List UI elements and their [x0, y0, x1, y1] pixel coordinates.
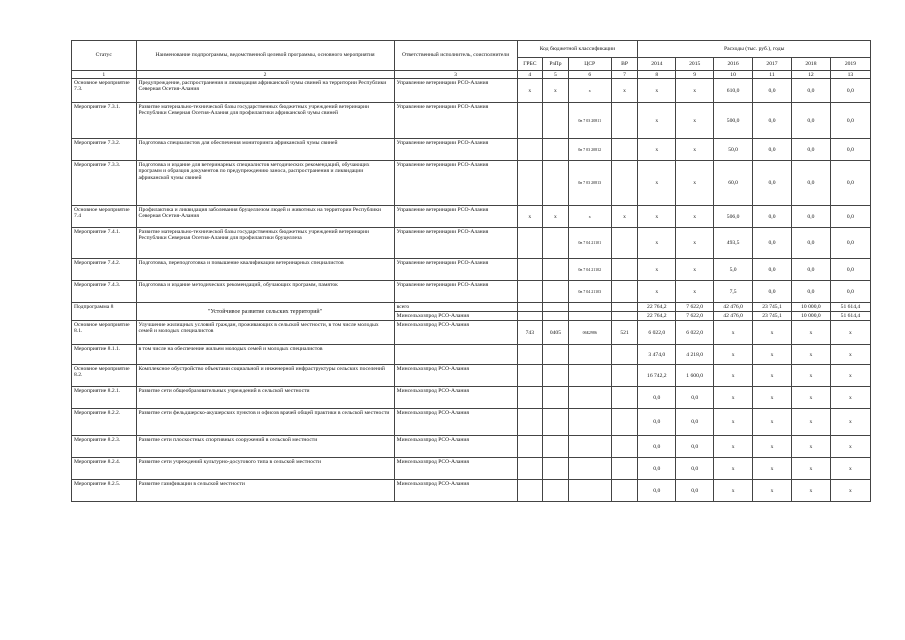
code-grbs: х: [517, 79, 543, 103]
code-vr: [611, 480, 638, 502]
code-csr: 0в 7 04 21103: [568, 281, 611, 303]
header-code-rzpr: РзПр: [543, 58, 569, 71]
col-number: 9: [676, 71, 714, 79]
expense-cell: 0,0: [753, 79, 792, 103]
table-row: [72, 480, 871, 502]
expense-cell: 0,0: [638, 409, 676, 436]
expense-cell: х: [830, 458, 870, 480]
row-status: Мероприятие 7.3.1.: [72, 103, 137, 139]
expense-cell: 23 745,1: [753, 312, 792, 321]
code-csr: [568, 480, 611, 502]
expense-cell: х: [791, 387, 830, 409]
expense-cell: х: [714, 458, 753, 480]
expense-cell: 10 000,0: [791, 303, 830, 312]
expense-cell: х: [753, 387, 792, 409]
expense-cell: 6 022,0: [676, 321, 714, 345]
row-status: Основное мероприятие 8.1.: [72, 321, 137, 345]
expense-cell: х: [791, 365, 830, 387]
expense-cell: 0,0: [638, 458, 676, 480]
expense-cell: 0,0: [791, 161, 830, 206]
expense-cell: 0,0: [791, 79, 830, 103]
expense-cell: х: [638, 103, 676, 139]
table-row: [72, 228, 871, 259]
expense-cell: 60,0: [714, 161, 753, 206]
expense-cell: 610,0: [714, 79, 753, 103]
row-name: Развитие материально-технической базы государственных бюджетных учреждений ветеринарии Республики Северная Осетия-Алания для профилактики африканской чумы свиней: [136, 103, 394, 139]
code-vr: [611, 409, 638, 436]
code-grbs: [517, 161, 543, 206]
code-vr: [611, 436, 638, 458]
code-csr: [568, 387, 611, 409]
subprogram-title: "Устойчивое развитие сельских территорий": [136, 303, 394, 321]
row-name: Развитие сети плоскостных спортивных сооружений в сельской местности: [136, 436, 394, 458]
expense-cell: 506,0: [714, 206, 753, 228]
expense-cell: х: [791, 345, 830, 365]
expense-cell: х: [676, 79, 714, 103]
code-csr: 0в 7 04 21102: [568, 259, 611, 281]
code-grbs: [517, 436, 543, 458]
row-name: в том числе на обеспечение жильем молодых семей и молодых специалистов: [136, 345, 394, 365]
expense-cell: 51 614,4: [830, 303, 870, 312]
code-rzpr: [543, 458, 569, 480]
code-vr: [611, 458, 638, 480]
col-number: 1: [72, 71, 137, 79]
budget-table: [71, 40, 871, 502]
expense-cell: 500,0: [714, 103, 753, 139]
subprogram-exec: Минсельхозпрод РСО-Алания: [394, 312, 517, 321]
expense-cell: х: [753, 365, 792, 387]
table-row: [72, 79, 871, 103]
row-name: Подготовка специалистов для обеспечения мониторинга африканской чумы свиней: [136, 139, 394, 161]
expense-cell: 0,0: [791, 228, 830, 259]
expense-cell: 0,0: [753, 228, 792, 259]
expense-cell: х: [830, 345, 870, 365]
expense-cell: 0,0: [830, 103, 870, 139]
header-year: 2017: [753, 58, 792, 71]
header-code-grbs: ГРБС: [517, 58, 543, 71]
code-csr: 0в 7 03 20812: [568, 139, 611, 161]
row-status: Мероприятие 7.4.1.: [72, 228, 137, 259]
col-number: 3: [394, 71, 517, 79]
header-year: 2016: [714, 58, 753, 71]
expense-cell: х: [791, 321, 830, 345]
row-status: Мероприятие 7.4.3.: [72, 281, 137, 303]
expense-cell: 0,0: [830, 161, 870, 206]
expense-cell: х: [714, 409, 753, 436]
code-grbs: [517, 480, 543, 502]
code-csr: [568, 365, 611, 387]
code-grbs: 743: [517, 321, 543, 345]
expense-cell: х: [638, 259, 676, 281]
row-executor: Минсельхозпрод РСО-Алания: [394, 387, 517, 409]
expense-cell: 0,0: [830, 228, 870, 259]
expense-cell: х: [830, 321, 870, 345]
expense-cell: 16 742,2: [638, 365, 676, 387]
expense-cell: х: [791, 409, 830, 436]
header-year: 2015: [676, 58, 714, 71]
expense-cell: 7 622,0: [676, 312, 714, 321]
expense-cell: 0,0: [830, 281, 870, 303]
expense-cell: х: [714, 365, 753, 387]
col-number: 7: [611, 71, 638, 79]
expense-cell: 0,0: [676, 409, 714, 436]
col-number: 2: [136, 71, 394, 79]
expense-cell: х: [753, 321, 792, 345]
table-row: [72, 387, 871, 409]
row-name: Развитие сети фельдшерско-акушерских пунктов и офисов врачей общей практики в сельской местности: [136, 409, 394, 436]
code-vr: 521: [611, 321, 638, 345]
code-vr: х: [611, 79, 638, 103]
code-rzpr: [543, 387, 569, 409]
section-subprogram: [72, 303, 871, 321]
table-row: [72, 259, 871, 281]
expense-cell: 0,0: [676, 480, 714, 502]
code-rzpr: [543, 228, 569, 259]
section-veterinary: [72, 79, 871, 303]
expense-cell: х: [676, 139, 714, 161]
expense-cell: х: [791, 436, 830, 458]
header-name: Наименование подпрограммы, ведомственной целевой программы, основного мероприятия: [136, 41, 394, 71]
expense-cell: х: [638, 79, 676, 103]
expense-cell: х: [714, 321, 753, 345]
code-rzpr: [543, 436, 569, 458]
col-number: 4: [517, 71, 543, 79]
header-status: Статус: [72, 41, 137, 71]
header-budget-code: Код бюджетной классификации: [517, 41, 638, 58]
expense-cell: 42 476,0: [714, 303, 753, 312]
expense-cell: х: [714, 387, 753, 409]
expense-cell: 0,0: [791, 103, 830, 139]
row-name: Подготовка, переподготовка и повышение квалификации ветеринарных специалистов: [136, 259, 394, 281]
row-status: Мероприятие 8.2.2.: [72, 409, 137, 436]
code-rzpr: [543, 281, 569, 303]
code-rzpr: [543, 365, 569, 387]
expense-cell: х: [714, 436, 753, 458]
row-name: Развитие газификации в сельской местности: [136, 480, 394, 502]
expense-cell: 493,5: [714, 228, 753, 259]
expense-cell: 0,0: [830, 206, 870, 228]
code-rzpr: [543, 409, 569, 436]
code-grbs: [517, 228, 543, 259]
expense-cell: 0,0: [791, 259, 830, 281]
expense-cell: 0,0: [676, 387, 714, 409]
code-csr: 0в 7 03 20811: [568, 103, 611, 139]
expense-cell: 0,0: [830, 259, 870, 281]
expense-cell: 0,0: [638, 387, 676, 409]
code-vr: [611, 387, 638, 409]
section-rural: [72, 321, 871, 502]
code-vr: х: [611, 206, 638, 228]
table-row: [72, 436, 871, 458]
code-csr: 0в 7 03 20813: [568, 161, 611, 206]
header-year: 2018: [791, 58, 830, 71]
col-number: 8: [638, 71, 676, 79]
table-row: [72, 365, 871, 387]
table-row: [72, 281, 871, 303]
expense-cell: 4 218,0: [676, 345, 714, 365]
code-vr: [611, 103, 638, 139]
expense-cell: 6 022,0: [638, 321, 676, 345]
expense-cell: 10 000,0: [791, 312, 830, 321]
code-rzpr: [543, 139, 569, 161]
expense-cell: 23 745,1: [753, 303, 792, 312]
code-rzpr: х: [543, 79, 569, 103]
row-name: Улучшение жилищных условий граждан, проживающих в сельской местности, в том числе молодых семей и молодых специалистов: [136, 321, 394, 345]
code-vr: [611, 139, 638, 161]
expense-cell: 3 474,0: [638, 345, 676, 365]
budget-document: [71, 40, 871, 502]
expense-cell: х: [638, 206, 676, 228]
row-name: Профилактика и ликвидация заболевания бруцеллезом людей и животных на территории Республики Северная Осетия-Алания: [136, 206, 394, 228]
expense-cell: 0,0: [830, 139, 870, 161]
expense-cell: х: [753, 480, 792, 502]
code-vr: [611, 228, 638, 259]
expense-cell: 0,0: [638, 436, 676, 458]
table-row: [72, 139, 871, 161]
code-csr: х: [568, 206, 611, 228]
expense-cell: 22 764,2: [638, 312, 676, 321]
code-vr: [611, 345, 638, 365]
expense-cell: х: [676, 228, 714, 259]
col-number: 5: [543, 71, 569, 79]
expense-cell: 0,0: [791, 281, 830, 303]
code-grbs: [517, 458, 543, 480]
code-rzpr: [543, 103, 569, 139]
code-rzpr: х: [543, 206, 569, 228]
expense-cell: х: [830, 480, 870, 502]
expense-cell: 42 476,0: [714, 312, 753, 321]
row-executor: Управление ветеринарии РСО-Алания: [394, 259, 517, 281]
table-row: [72, 103, 871, 139]
code-grbs: [517, 365, 543, 387]
expense-cell: х: [753, 409, 792, 436]
col-number: 12: [791, 71, 830, 79]
code-rzpr: [543, 259, 569, 281]
expense-cell: 7 622,0: [676, 303, 714, 312]
column-number-row: [72, 71, 871, 79]
expense-cell: 0,0: [830, 79, 870, 103]
subprogram-row: [72, 303, 871, 312]
expense-cell: х: [676, 259, 714, 281]
expense-cell: 0,0: [676, 436, 714, 458]
row-executor: Минсельхозпрод РСО-Алания: [394, 409, 517, 436]
header-year: 2019: [830, 58, 870, 71]
subprogram-status: Подпрограмма 8: [72, 303, 137, 321]
row-executor: Управление ветеринарии РСО-Алания: [394, 139, 517, 161]
code-grbs: [517, 281, 543, 303]
code-rzpr: 0405: [543, 321, 569, 345]
code-grbs: [517, 387, 543, 409]
code-rzpr: [543, 161, 569, 206]
code-grbs: [517, 259, 543, 281]
code-csr: 06Б2986: [568, 321, 611, 345]
expense-cell: 0,0: [753, 161, 792, 206]
code-csr: [568, 409, 611, 436]
row-executor: Минсельхозпрод РСО-Алания: [394, 321, 517, 345]
col-number: 10: [714, 71, 753, 79]
row-executor: [394, 345, 517, 365]
code-grbs: [517, 409, 543, 436]
expense-cell: х: [753, 436, 792, 458]
row-status: Мероприятие 8.2.5.: [72, 480, 137, 502]
row-executor: Управление ветеринарии РСО-Алания: [394, 161, 517, 206]
row-status: Мероприятие 8.1.1.: [72, 345, 137, 365]
row-executor: Управление ветеринарии РСО-Алания: [394, 79, 517, 103]
row-status: Мероприятие 8.2.4.: [72, 458, 137, 480]
code-rzpr: [543, 480, 569, 502]
expense-cell: х: [753, 345, 792, 365]
subprogram-exec: всего: [394, 303, 517, 312]
code-csr: [568, 458, 611, 480]
code-csr: [568, 436, 611, 458]
expense-cell: 0,0: [753, 281, 792, 303]
row-name: Развитие материально-технической базы государственных бюджетных учреждений ветеринарии Республики Северная Осетия-Алания для профилактики бруцеллеза: [136, 228, 394, 259]
code-grbs: х: [517, 206, 543, 228]
row-executor: Управление ветеринарии РСО-Алания: [394, 228, 517, 259]
row-executor: Управление ветеринарии РСО-Алания: [394, 103, 517, 139]
code-grbs: [517, 139, 543, 161]
row-status: Основное мероприятие 8.2.: [72, 365, 137, 387]
expense-cell: 50,0: [714, 139, 753, 161]
expense-cell: х: [830, 365, 870, 387]
code-vr: [611, 161, 638, 206]
expense-cell: 0,0: [791, 206, 830, 228]
expense-cell: х: [830, 436, 870, 458]
row-executor: Минсельхозпрод РСО-Алания: [394, 436, 517, 458]
expense-cell: х: [638, 161, 676, 206]
col-number: 13: [830, 71, 870, 79]
row-name: Развитие сети общеобразовательных учреждений в сельской местности: [136, 387, 394, 409]
expense-cell: х: [676, 103, 714, 139]
header-code-csr: ЦСР: [568, 58, 611, 71]
row-status: Мероприятие 8.2.3.: [72, 436, 137, 458]
row-status: Мероприятие 7.3.2.: [72, 139, 137, 161]
row-status: Основное мероприятие 7.4: [72, 206, 137, 228]
expense-cell: 7,5: [714, 281, 753, 303]
row-status: Мероприятие 7.4.2.: [72, 259, 137, 281]
code-rzpr: [543, 345, 569, 365]
code-csr: х: [568, 79, 611, 103]
code-csr: 0в 7 04 21101: [568, 228, 611, 259]
expense-cell: х: [791, 458, 830, 480]
row-executor: Минсельхозпрод РСО-Алания: [394, 458, 517, 480]
expense-cell: х: [638, 281, 676, 303]
expense-cell: 0,0: [753, 206, 792, 228]
expense-cell: х: [714, 480, 753, 502]
code-vr: [611, 365, 638, 387]
row-executor: Минсельхозпрод РСО-Алания: [394, 365, 517, 387]
table-row: [72, 321, 871, 345]
expense-cell: х: [830, 409, 870, 436]
expense-cell: х: [753, 458, 792, 480]
row-name: Комплексное обустройство объектами социальной и инженерной инфраструктуры сельских поселений: [136, 365, 394, 387]
table-row: [72, 458, 871, 480]
expense-cell: 0,0: [638, 480, 676, 502]
expense-cell: х: [714, 345, 753, 365]
expense-cell: х: [676, 161, 714, 206]
row-name: Подготовка и издание для ветеринарных специалистов методических рекомендаций, обучающих программ и образцов документов по предупреждению заноса, распространения и ликвидации африканской чумы свиней: [136, 161, 394, 206]
col-number: 11: [753, 71, 792, 79]
expense-cell: 1 600,0: [676, 365, 714, 387]
header-expenses: Расходы (тыс. руб.), годы: [638, 41, 871, 58]
expense-cell: х: [791, 480, 830, 502]
row-name: Предупреждение, распространения и ликвидация африканской чумы свиней на территории Республики Северная Осетия-Алания: [136, 79, 394, 103]
row-status: Основное мероприятие 7.3.: [72, 79, 137, 103]
expense-cell: 0,0: [676, 458, 714, 480]
header-executor: Ответственный исполнитель, соисполнители: [394, 41, 517, 71]
row-name: Развитие сети учреждений культурно-досугового типа в сельской местности: [136, 458, 394, 480]
expense-cell: 0,0: [753, 259, 792, 281]
expense-cell: 5,0: [714, 259, 753, 281]
header-year: 2014: [638, 58, 676, 71]
row-name: Подготовка и издание методических рекомендаций, обучающих программ, памяток: [136, 281, 394, 303]
expense-cell: 0,0: [791, 139, 830, 161]
expense-cell: 51 614,4: [830, 312, 870, 321]
expense-cell: 0,0: [753, 139, 792, 161]
row-executor: Минсельхозпрод РСО-Алания: [394, 480, 517, 502]
expense-cell: х: [638, 139, 676, 161]
code-grbs: [517, 345, 543, 365]
table-row: [72, 161, 871, 206]
code-grbs: [517, 103, 543, 139]
expense-cell: х: [676, 206, 714, 228]
col-number: 6: [568, 71, 611, 79]
expense-cell: х: [830, 387, 870, 409]
row-executor: Управление ветеринарии РСО-Алания: [394, 206, 517, 228]
code-csr: [568, 345, 611, 365]
row-status: Мероприятие 8.2.1.: [72, 387, 137, 409]
row-executor: Управление ветеринарии РСО-Алания: [394, 281, 517, 303]
header-code-vr: ВР: [611, 58, 638, 71]
expense-cell: 0,0: [753, 103, 792, 139]
row-status: Мероприятие 7.3.3.: [72, 161, 137, 206]
table-row: [72, 345, 871, 365]
table-row: [72, 206, 871, 228]
table-row: [72, 409, 871, 436]
expense-cell: 22 764,2: [638, 303, 676, 312]
code-vr: [611, 281, 638, 303]
expense-cell: х: [638, 228, 676, 259]
code-vr: [611, 259, 638, 281]
expense-cell: х: [676, 281, 714, 303]
